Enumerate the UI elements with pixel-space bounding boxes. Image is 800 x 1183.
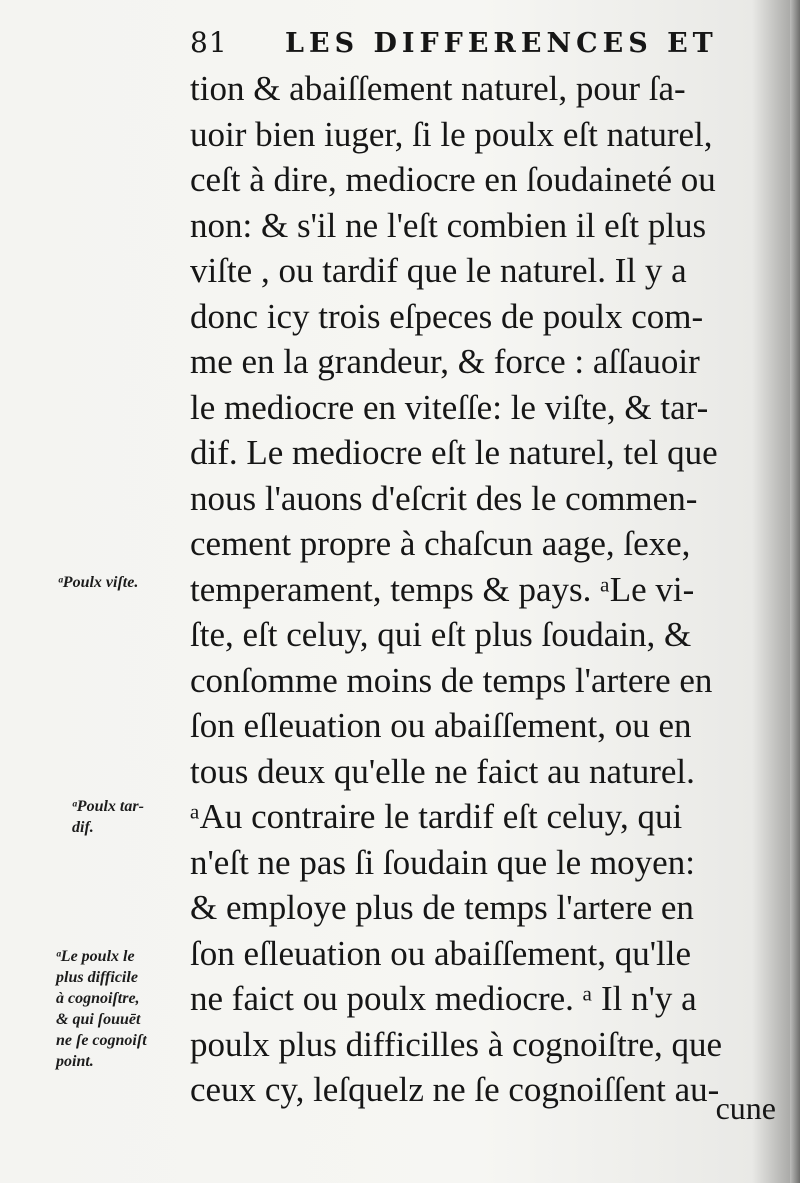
margin-note-poulx-difficile xyxy=(56,946,147,1072)
text-line: n'eſt ne pas ſi ſoudain que le moyen: xyxy=(190,842,695,882)
text-line: & employe plus de temps l'artere en xyxy=(190,888,694,927)
text-line: conſomme moins de temps l'artere en xyxy=(190,660,713,700)
text-line: le mediocre en viteſſe: le viſte, & tar- xyxy=(190,387,709,427)
text-line: tous deux qu'elle ne faict au naturel. xyxy=(190,751,695,791)
text-line: ſon eſleuation ou abaiſſement, qu'lle xyxy=(190,933,692,973)
margin-note-poulx-tardif xyxy=(72,796,144,838)
margin-note-line: ᵃPoulx viſte. xyxy=(58,574,139,591)
margin-note-line: ᵃPoulx tar- xyxy=(72,798,144,815)
margin-note-line: & qui ſouuēt xyxy=(56,1011,141,1028)
text-line: temperament, temps & pays. ᵃLe vi- xyxy=(190,569,695,609)
text-line: poulx plus difficilles à cognoiſtre, que xyxy=(190,1024,723,1064)
text-line: viſte , ou tardif que le naturel. Il y a xyxy=(190,251,687,290)
text-line: ceſt à dire, mediocre en ſoudaineté ou xyxy=(190,160,716,199)
margin-note-line: point. xyxy=(56,1053,94,1070)
text-line: ſon eſleuation ou abaiſſement, ou en xyxy=(190,706,692,745)
page-number: 81 xyxy=(190,26,228,59)
running-title: LES DIFFERENCES ET xyxy=(285,28,718,59)
text-line: nous l'auons d'eſcrit des le commen- xyxy=(190,478,698,518)
margin-note-line: plus difficile xyxy=(56,969,138,986)
margin-note-line: ᵃLe poulx le xyxy=(56,948,135,965)
text-line: dif. Le mediocre eſt le naturel, tel que xyxy=(190,433,718,472)
text-line: me en la grandeur, & force : aſſauoir xyxy=(190,342,700,381)
text-line: ᵃAu contraire le tardif eſt celuy, qui xyxy=(190,797,683,836)
text-line: donc icy trois eſpeces de poulx com- xyxy=(190,296,704,336)
text-line: non: & s'il ne l'eſt combien il eſt plus xyxy=(190,205,707,245)
text-line: ſte, eſt celuy, qui eſt plus ſoudain, & xyxy=(190,615,692,654)
text-line: uoir bien iuger, ſi le poulx eſt naturel, xyxy=(190,114,713,154)
text-line: ceux cy, leſquelz ne ſe cognoiſſent au- xyxy=(190,1070,720,1109)
margin-note-line: ne ſe cognoiſt xyxy=(56,1032,147,1049)
margin-note-line: à cognoiſtre, xyxy=(56,990,140,1007)
catchword: cune xyxy=(715,1090,776,1126)
main-text xyxy=(190,66,780,1113)
text-line: tion & abaiſſement naturel, pour ſa- xyxy=(190,69,686,108)
margin-note-line: dif. xyxy=(72,819,94,836)
margin-note-poulx-viste xyxy=(58,572,138,593)
page-gutter-shadow xyxy=(790,0,800,1183)
page-header xyxy=(190,22,750,62)
text-line: cement propre à chaſcun aage, ſexe, xyxy=(190,524,691,563)
text-line: ne faict ou poulx mediocre. ᵃ Il n'y a xyxy=(190,979,697,1018)
